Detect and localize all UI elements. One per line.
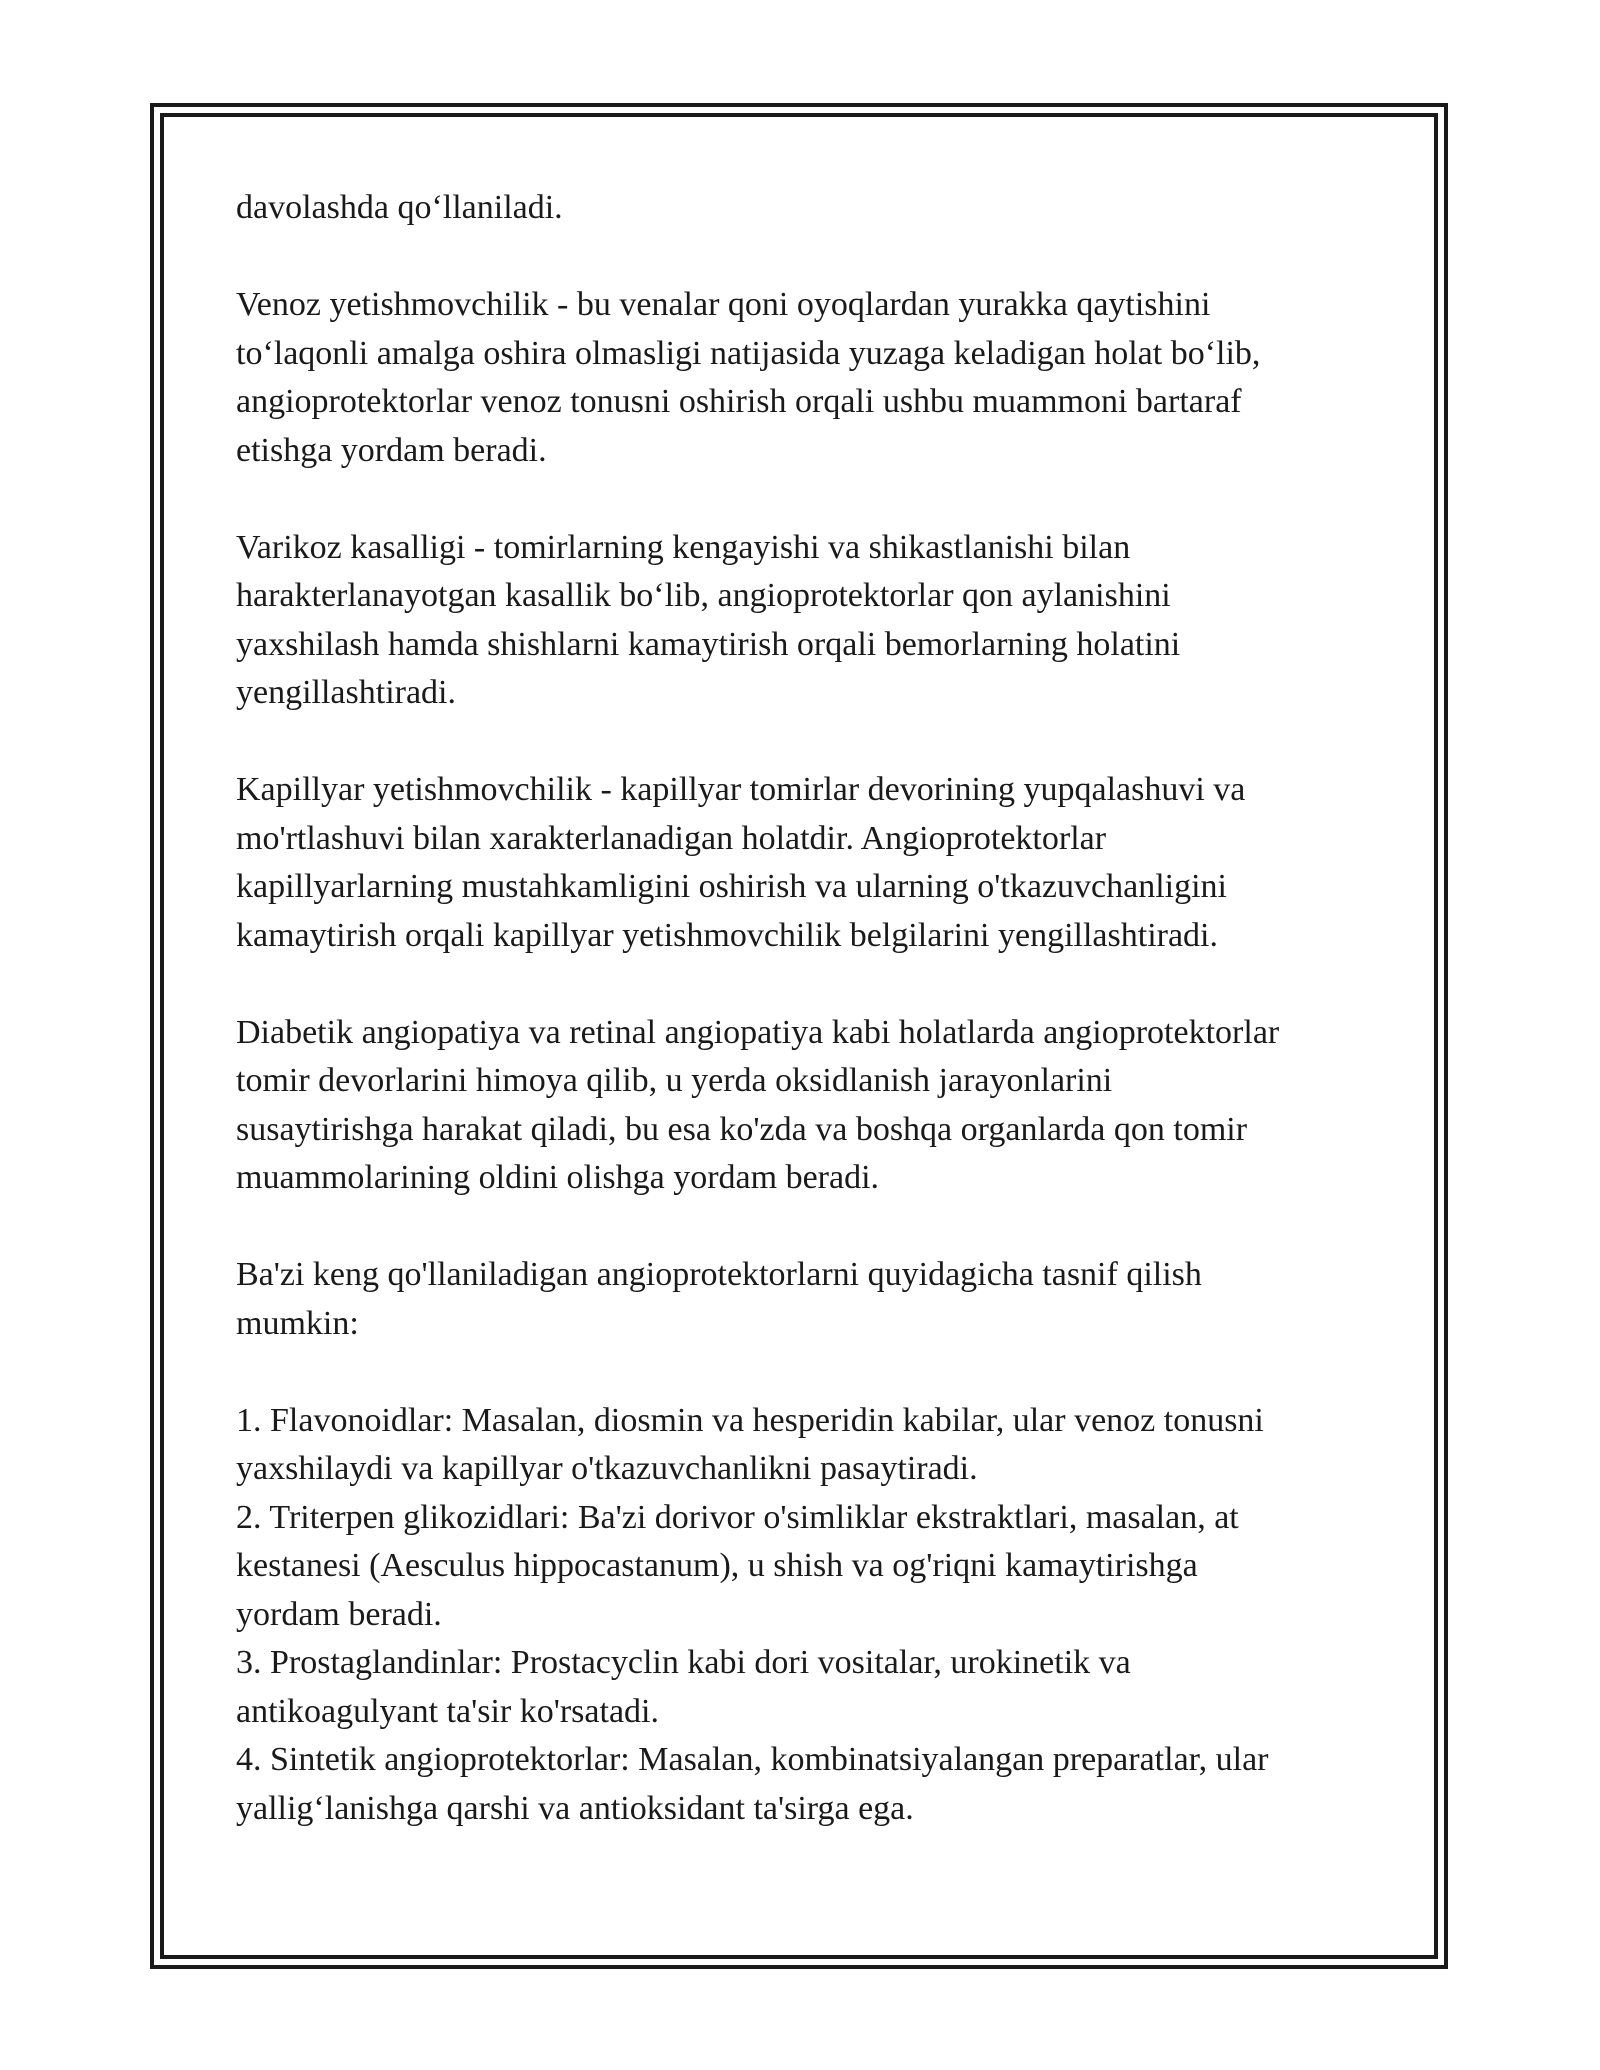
paragraph-diabetic-angiopathy: Diabetik angiopatiya va retinal angiopatiya kabi holatlarda angioprotektorlar tomir devorlarini himoya qilib, u yerda oksidlanish jarayonlarini susaytirishga harakat qiladi, bu esa ko'zda va boshqa organlarda qon tomir muammolarining oldini olishga yordam beradi. xyxy=(236,1013,1280,1196)
paragraph-capillary-insufficiency: Kapillyar yetishmovchilik - kapillyar tomirlar devorining yupqalashuvi va mo'rtlashuvi bilan xarakterlanadigan holatdir. Angioprotektorlar kapillyarlarning mustahkamligini oshirish va ularning o'tkazuvchanligini kamaytirish orqali kapillyar yetishmovchilik belgilarini yengillashtiradi. xyxy=(236,771,1246,954)
classification-list xyxy=(236,1397,1376,1834)
paragraph-continuation: davolashda qo‘llaniladi. xyxy=(236,189,563,226)
list-item-synthetic-angioprotectors: 4. Sintetik angioprotektorlar: Masalan, kombinatsiyalangan preparatlar, ular yallig‘lanishga qarshi va antioksidant ta'sirga ega. xyxy=(236,1741,1269,1827)
document-body xyxy=(236,184,1376,1833)
list-item-triterpene-glycosides: 2. Triterpen glikozidlari: Ba'zi dorivor o'simliklar ekstraktlari, masalan, at kestanesi (Aesculus hippocastanum), u shish va og'riqni kamaytirishga yordam beradi. xyxy=(236,1498,1239,1633)
paragraph-classification-intro: Ba'zi keng qo'llaniladigan angioprotektorlarni quyidagicha tasnif qilish mumkin: xyxy=(236,1256,1202,1342)
paragraph-varicose-disease: Varikoz kasalligi - tomirlarning kengayishi va shikastlanishi bilan harakterlanayotgan kasallik bo‘lib, angioprotektorlar qon aylanishini yaxshilash hamda shishlarni kamaytirish orqali bemorlarning holatini yengillashtiradi. xyxy=(236,528,1181,711)
list-item-prostaglandins: 3. Prostaglandinlar: Prostacyclin kabi dori vositalar, urokinetik va antikoagulyant ta'sir ko'rsatadi. xyxy=(236,1644,1131,1730)
paragraph-venous-insufficiency: Venoz yetishmovchilik - bu venalar qoni oyoqlardan yurakka qaytishini to‘laqonli amalga oshira olmasligi natijasida yuzaga keladigan holat bo‘lib, angioprotektorlar venoz tonusni oshirish orqali ushbu muammoni bartaraf etishga yordam beradi. xyxy=(236,286,1261,469)
list-item-flavonoids: 1. Flavonoidlar: Masalan, diosmin va hesperidin kabilar, ular venoz tonusni yaxshilaydi va kapillyar o'tkazuvchanlikni pasaytiradi. xyxy=(236,1401,1264,1487)
